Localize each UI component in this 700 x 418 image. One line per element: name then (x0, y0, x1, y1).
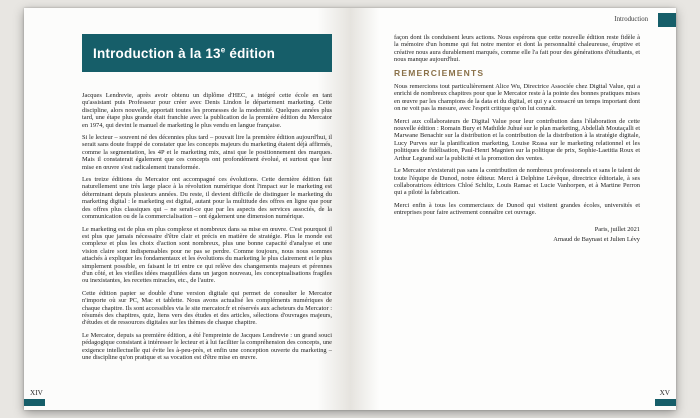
page-number-left: XIV (30, 389, 43, 397)
signature-block (394, 226, 640, 244)
body-paragraph: Le marketing est de plus en plus complexe et nombreux dans sa mise en œuvre. C'est pourquoi il est plus que jamais nécessaire d'être clair et précis en matière de stratégie. Plus le monde est complexe et plus les choix d'action sont nombreux, plus une bonne capacité d'analyse et une vision claire sont indispensables pour ne pas se perdre. Comme toujours, nous nous sommes attachés à expliquer les fondamentaux et les évolutions du marketing le plus clairement et le plus simplement possible, en faisant le tri entre ce qui relève des changements majeurs et pérennes d'un côté, et les vieilles idées maquillées dans un jargon nouveau, les conceptualisations fragiles ou inexistantes, les recettes miracles, etc., de l'autre. (82, 225, 332, 285)
signature-date: Paris, juillet 2021 (594, 225, 640, 233)
body-paragraph: façon dont ils conduisent leurs actions. Nous espérons que cette nouvelle édition reste fidèle à la mémoire d'un homme qui fut notre mentor et dont la personnalité chaleureuse, éruptive et créative nous aura durablement marqués, comme elle l'a fait pour des générations d'étudiants, et nous manque aujourd'hui. (394, 34, 640, 64)
body-paragraph: Le Mercator, depuis sa première édition, a été l'empreinte de Jacques Lendrevie : un grand souci pédagogique consistant à intéresser le lecteur et à lui faciliter la compréhension des concepts, une exigence intellectuelle qui évite les à-peu-près, et enfin une conception ouverte du marketing – une discipline qu'on pratique et sa vocation est d'être mise en œuvre. (82, 331, 332, 361)
body-paragraph: Merci enfin à tous les commerciaux de Dunod qui visitent grandes écoles, universités et entreprises pour faire activement connaître cet ouvrage. (394, 201, 640, 217)
book-spread (24, 8, 676, 410)
header-accent-bar (658, 13, 676, 27)
chapter-title-banner (82, 34, 332, 72)
left-page-body (82, 92, 332, 366)
running-header: Introduction (614, 16, 648, 23)
page-title: Introduction à la 13e édition (93, 45, 276, 61)
section-title-remerciements: REMERCIEMENTS (394, 67, 485, 78)
footer-accent-bar-left (24, 399, 45, 406)
body-paragraph: Nous remercions tout particulièrement Alice Wu, Directrice Associée chez Digital Value, qui a enrichi de nombreux chapitres pour que le Mercator reste à la pointe des bonnes pratiques mises en œuvre par les champions de la data et du digital, et qui y a consacré un temps important dont on ne voit pas la mesure, avec l'esprit critique qu'on lui connaît. (394, 83, 640, 113)
body-paragraph: Jacques Lendrevie, après avoir obtenu un diplôme d'HEC, a intégré cette école en tant qu'assistant puis Professeur pour créer avec Denis Lindon le département marketing. Cette discipline, alors nouvelle, apportait toutes les promesses de la modernité. Quelques années plus tard, une étape plus grande était franchie avec la publication de la première édition du Mercator en 1974, qui devint le manuel de marketing le plus vendu en langue française. (82, 92, 332, 129)
body-paragraph: Le Mercator n'existerait pas sans la contribution de nombreux professionnels et sans le talent de toute l'équipe de Dunod, notre éditeur. Merci à Delphine Lévêque, directrice éditoriale, à ses collaboratrices éditrices Chloé Schiltz, Louis Ramac et Lucie Vanhorpen, et à Martine Perron qui a piloté la fabrication. (394, 167, 640, 197)
left-page (24, 8, 350, 410)
right-page (350, 8, 676, 410)
body-paragraph: Cette édition papier se double d'une version digitale qui permet de consulter le Mercator n'importe où sur PC, Mac et tablette. Nous avons actualisé les compléments numériques de chaque chapitre. Ils sont accessibles via le site mercator.fr et réservés aux acheteurs du Mercator : résumés des chapitres, quiz, liens vers des études et des articles, sélections d'ouvrages majeurs, d'études et de ressources digitales sur les thèmes de chaque chapitre. (82, 289, 332, 327)
body-paragraph: Les treize éditions du Mercator ont accompagné ces évolutions. Cette dernière édition fait naturellement une très large place à la révolution numérique dont l'impact sur le marketing est déterminant depuis plusieurs années. Du reste, il devient difficile de distinguer le marketing du marketing digital : le marketing est digital, autant pour la multitude des offres en ligne que pour des offres plus classiques qui – ne serait-ce que par les aspects des services associés, de la communication ou de la commercialisation – ont également une dimension numérique. (82, 176, 332, 221)
footer-accent-bar-right (655, 399, 676, 406)
signature-authors: Arnaud de Baynast et Julien Lévy (553, 235, 640, 243)
body-paragraph: Merci aux collaborateurs de Digital Value pour leur contribution dans l'élaboration de cette nouvelle édition : Romain Bury et Mathilde Juhué sur le plan marketing, Abdellah Moutaçalli et Marwane Benachir sur la distribution et la contribution de la distribution à la stratégie digitale, Lucy Purves sur la planification marketing, Louise Rzasa sur le marketing relationnel et les politiques de fidélisation, Paul-Henri Magnien sur la politique de prix, Sophie-Laetitia Roux et Arthur Legrand sur la publicité et la promotion des ventes. (394, 117, 640, 162)
page-number-right: XV (659, 389, 670, 397)
body-paragraph: Si le lecteur – souvent né des décennies plus tard – pouvait lire la première édition aujourd'hui, il serait sans doute frappé de constater que les concepts majeurs du marketing étaient déjà affirmés, comme la segmentation, les 4P et le marketing mix, ainsi que le positionnement des marques. Mais il constaterait également que ces concepts ont profondément évolué, et surtout que leur mise en œuvre s'est radicalement transformée. (82, 134, 332, 171)
right-page-body (394, 34, 640, 246)
